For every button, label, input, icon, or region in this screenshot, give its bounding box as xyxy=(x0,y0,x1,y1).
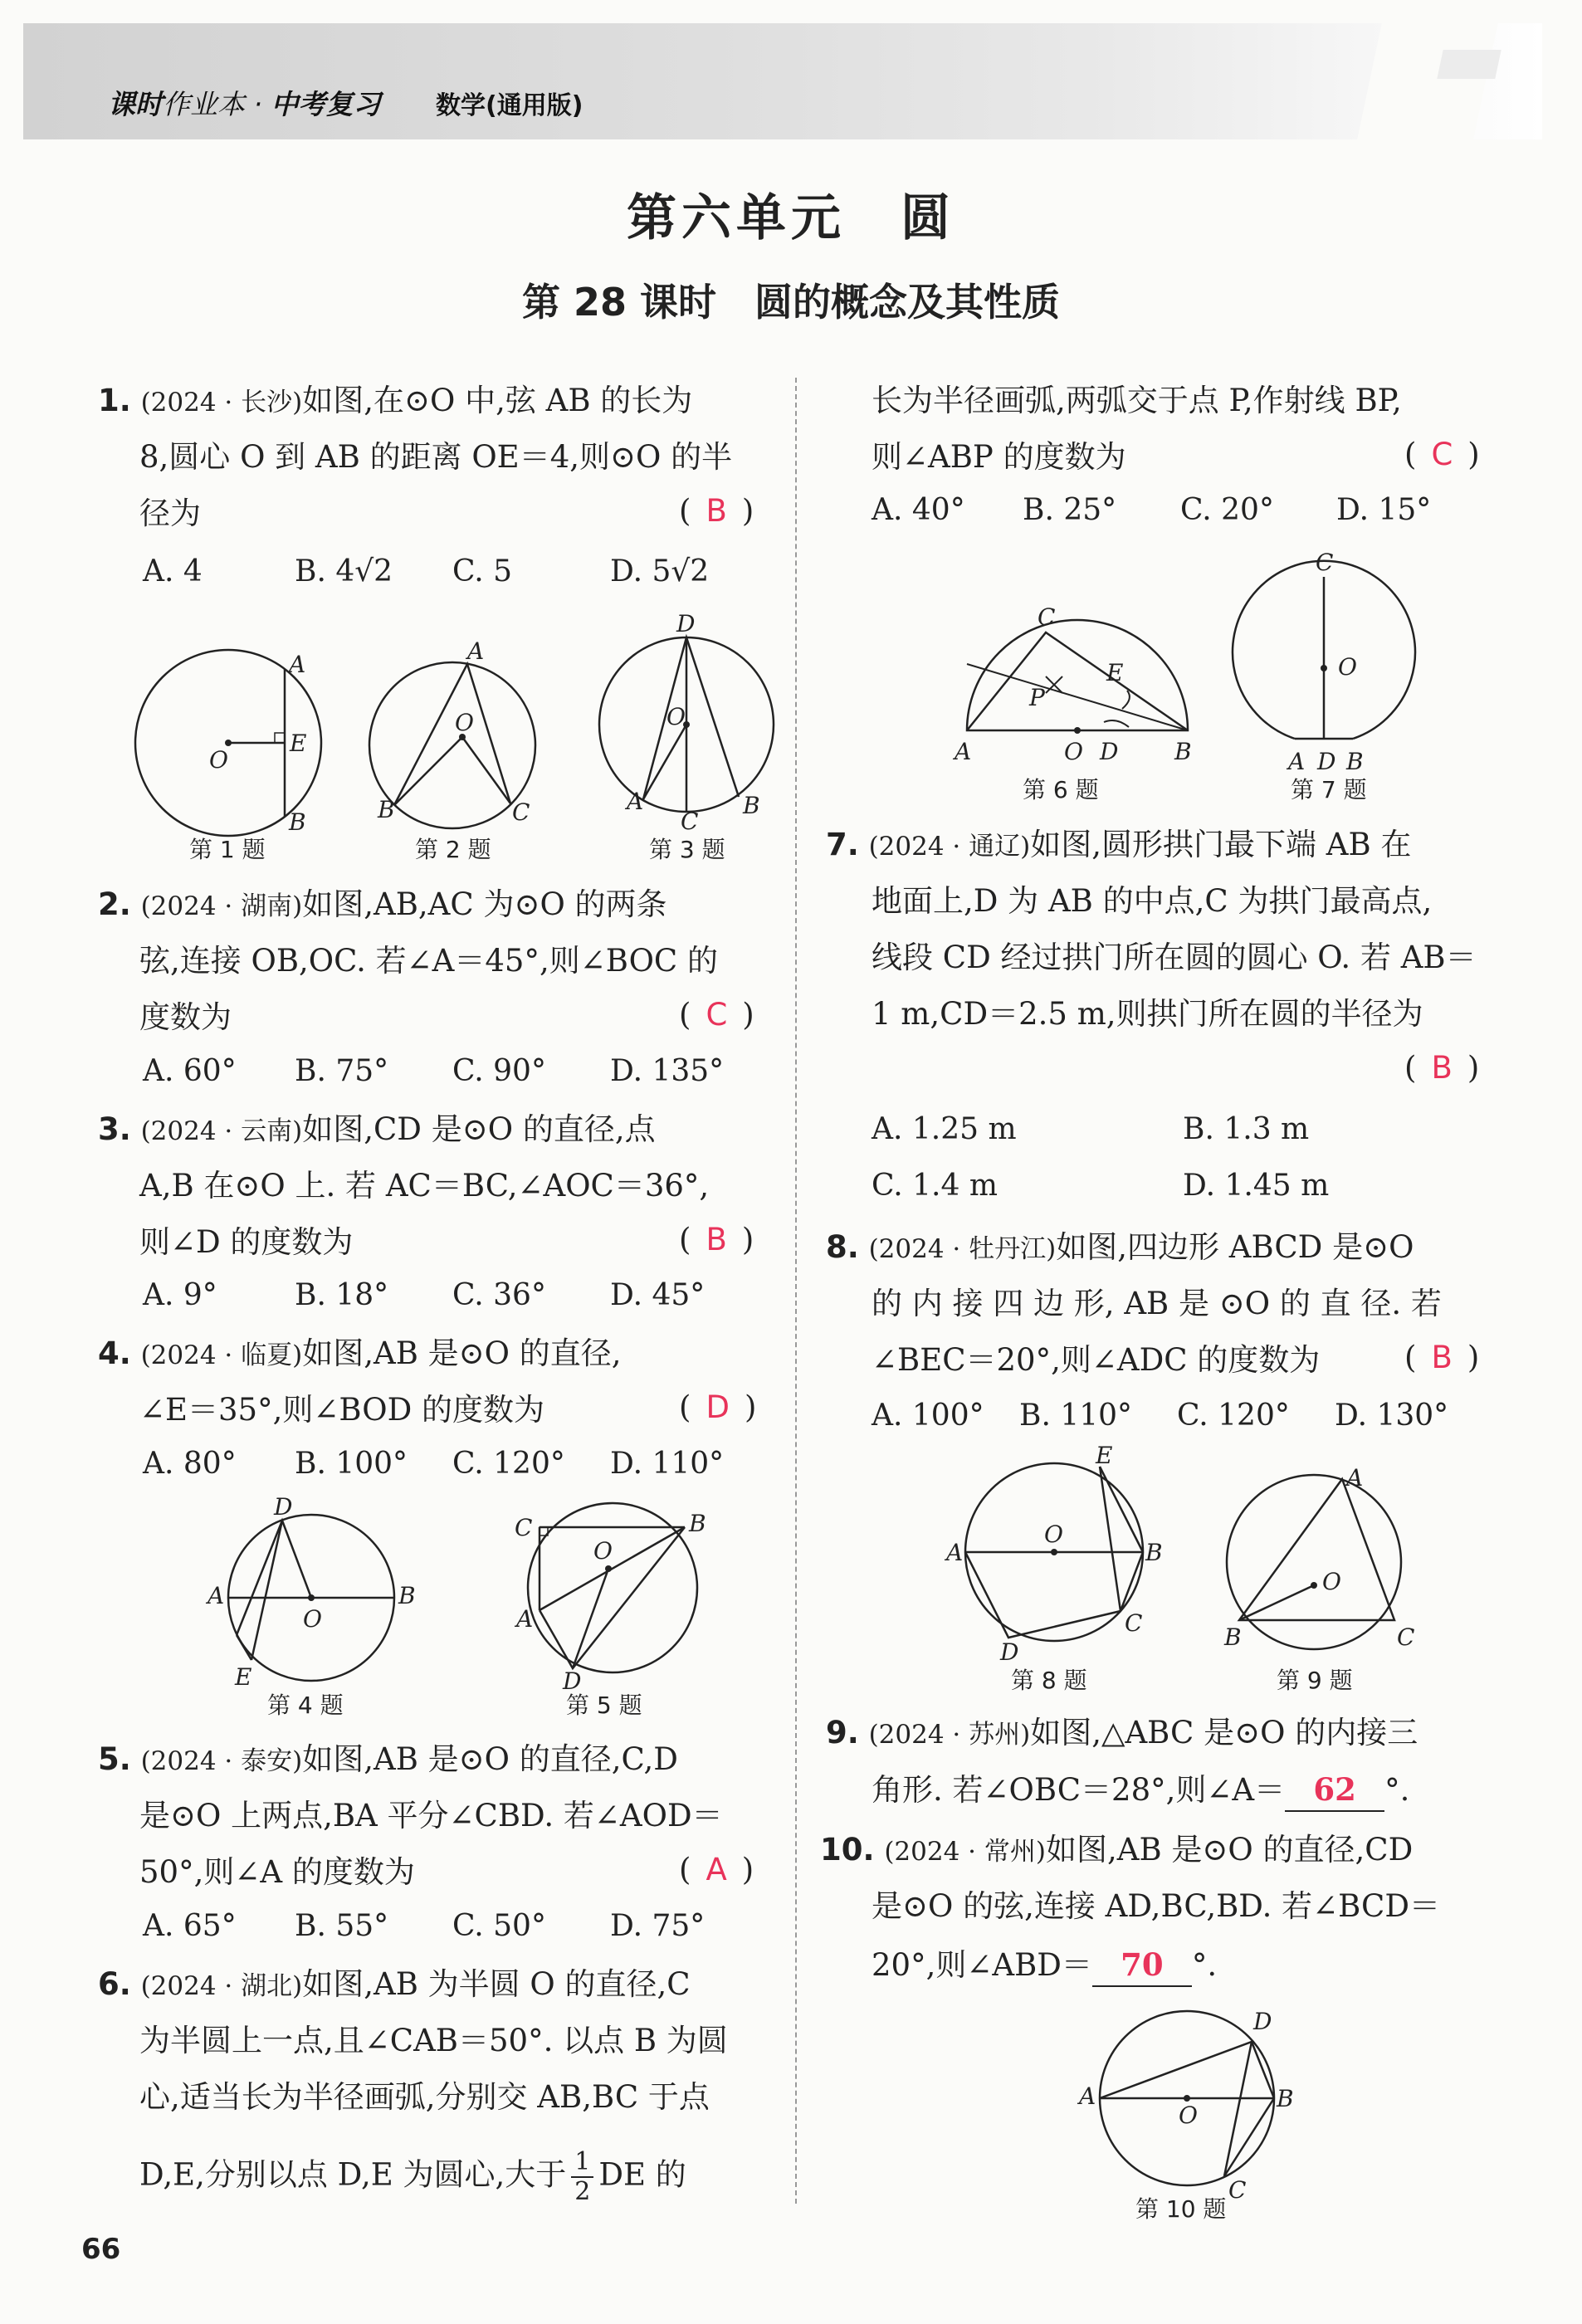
answer-value: B xyxy=(1431,1050,1453,1086)
question-source: (2024 · 云南) xyxy=(140,1116,303,1146)
q7-option-c: C. 1.4 m xyxy=(872,1169,998,1203)
answer-value: C xyxy=(706,997,728,1033)
fig4-label-e: E xyxy=(235,1663,252,1691)
fig2-label-a: A xyxy=(467,637,485,665)
question-7-line-4: 1 m,CD＝2.5 m,则拱门所在圆的半径为 xyxy=(872,996,1423,1032)
figure-5-caption: 第 5 题 xyxy=(566,1692,642,1719)
question-6-line-2: 为半圆上一点,且∠CAB＝50°. 以点 B 为圆 xyxy=(139,2023,728,2058)
fig6-label-o: O xyxy=(1064,738,1083,765)
question-8-line-2: 的 内 接 四 边 形, AB 是 ⊙O 的 直 径. 若 xyxy=(872,1286,1442,1321)
header-decoration xyxy=(1357,23,1498,139)
figure-3 xyxy=(593,610,793,834)
figure-2-caption: 第 2 题 xyxy=(415,836,491,863)
q2-option-c: C. 90° xyxy=(452,1054,546,1088)
question-text: 如图,在⊙O 中,弦 AB 的长为 xyxy=(302,383,693,418)
fig1-label-b: B xyxy=(289,808,306,836)
question-number: 1. xyxy=(98,383,131,418)
q6-option-b: B. 25° xyxy=(1023,493,1117,527)
question-text: 如图,AB 是⊙O 的直径,CD xyxy=(1045,1832,1414,1868)
question-source: (2024 · 湖北) xyxy=(140,1971,303,2001)
fig2-label-o: O xyxy=(455,709,474,736)
fig9-label-a: A xyxy=(1346,1464,1364,1492)
lesson-title: 第 28 课时 圆的概念及其性质 xyxy=(521,280,1061,325)
fig3-label-a: A xyxy=(627,788,644,815)
figure-3-caption: 第 3 题 xyxy=(649,836,725,863)
book-series-title xyxy=(108,83,380,122)
fig8-label-d: D xyxy=(1000,1638,1019,1666)
answer-value: B xyxy=(1431,1340,1453,1375)
question-9-line-2 xyxy=(872,1769,1409,1812)
question-source: (2024 · 通辽) xyxy=(868,832,1031,862)
question-9-answer: 62 xyxy=(1285,1769,1384,1812)
fig7-label-b: B xyxy=(1346,748,1364,775)
fig2-label-c: C xyxy=(512,798,530,826)
q3-option-c: C. 36° xyxy=(452,1278,546,1312)
fig4-label-a: A xyxy=(208,1582,225,1609)
question-source: (2024 · 牡丹江) xyxy=(868,1234,1057,1264)
q7-option-d: D. 1.45 m xyxy=(1183,1169,1330,1203)
question-3-line-1 xyxy=(98,1109,656,1152)
question-5-answer: ( A ) xyxy=(679,1852,754,1887)
q6-option-a: A. 40° xyxy=(872,493,965,527)
question-6-line-6: 则∠ABP 的度数为 xyxy=(872,439,1126,475)
fraction xyxy=(571,2148,593,2206)
figure-9-caption: 第 9 题 xyxy=(1277,1667,1353,1694)
fig4-label-b: B xyxy=(398,1582,416,1609)
question-5-line-2: 是⊙O 上两点,BA 平分∠CBD. 若∠AOD＝ xyxy=(139,1798,723,1833)
q2-option-a: A. 60° xyxy=(143,1054,237,1088)
question-2-answer: ( C ) xyxy=(679,997,754,1033)
fig10-label-d: D xyxy=(1253,2008,1272,2035)
fig7-label-c: C xyxy=(1316,549,1334,576)
fig1-label-a: A xyxy=(289,651,306,678)
q3-option-a: A. 9° xyxy=(143,1278,217,1312)
figure-6-caption: 第 6 题 xyxy=(1023,776,1099,803)
q7-option-a: A. 1.25 m xyxy=(872,1112,1017,1146)
question-10-line-1 xyxy=(820,1829,1413,1872)
answer-value: B xyxy=(706,493,727,529)
q1-option-d: D. 5√2 xyxy=(610,554,710,588)
question-8-answer: ( B ) xyxy=(1404,1340,1480,1375)
question-6-line-1 xyxy=(98,1964,691,2007)
question-5-line-1 xyxy=(98,1739,678,1782)
answer-value: A xyxy=(706,1852,727,1887)
fig5-label-o: O xyxy=(593,1537,613,1565)
question-number: 2. xyxy=(98,886,131,922)
question-text: °. xyxy=(1191,1947,1218,1983)
question-7-line-3: 线段 CD 经过拱门所在圆的圆心 O. 若 AB＝ xyxy=(872,940,1477,975)
question-source: (2024 · 常州) xyxy=(884,1837,1046,1867)
question-7-answer: ( B ) xyxy=(1404,1050,1480,1086)
fig6-label-d: D xyxy=(1100,738,1119,765)
question-4-line-1 xyxy=(98,1333,622,1376)
fraction-numerator: 1 xyxy=(571,2148,593,2178)
question-10-line-2: 是⊙O 的弦,连接 AD,BC,BD. 若∠BCD＝ xyxy=(872,1888,1440,1924)
question-text: 如图,△ABC 是⊙O 的内接三 xyxy=(1030,1715,1418,1750)
q6-option-d: D. 15° xyxy=(1336,493,1432,527)
q3-option-d: D. 45° xyxy=(610,1278,706,1312)
question-2-line-2: 弦,连接 OB,OC. 若∠A＝45°,则∠BOC 的 xyxy=(139,943,719,979)
fig3-label-c: C xyxy=(681,808,699,835)
figure-10-caption: 第 10 题 xyxy=(1135,2195,1227,2223)
q5-option-b: B. 55° xyxy=(295,1909,389,1943)
series-review: 中考复习 xyxy=(271,88,381,120)
figure-8 xyxy=(946,1442,1170,1666)
fig5-label-a: A xyxy=(516,1605,534,1633)
question-number: 5. xyxy=(98,1741,131,1777)
question-1-line-3: 径为 xyxy=(139,496,201,531)
question-number: 3. xyxy=(98,1111,131,1147)
figure-7-caption: 第 7 题 xyxy=(1291,776,1367,803)
unit-title: 第六单元 圆 xyxy=(627,189,955,247)
question-2-line-1 xyxy=(98,884,667,927)
question-7-line-1 xyxy=(826,824,1411,867)
column-divider xyxy=(795,378,797,2204)
question-text: 如图,AB 为半圆 O 的直径,C xyxy=(302,1966,691,2002)
q7-option-b: B. 1.3 m xyxy=(1183,1112,1310,1146)
figure-10 xyxy=(1079,2000,1303,2204)
fig6-label-b: B xyxy=(1174,738,1192,765)
fig9-label-o: O xyxy=(1322,1568,1341,1595)
q1-option-c: C. 5 xyxy=(452,554,513,588)
q5-option-d: D. 75° xyxy=(610,1909,706,1943)
question-text: 20°,则∠ABD＝ xyxy=(872,1947,1092,1983)
q5-option-c: C. 50° xyxy=(452,1909,546,1943)
fig8-label-o: O xyxy=(1044,1521,1063,1548)
question-3-line-2: A,B 在⊙O 上. 若 AC＝BC,∠AOC＝36°, xyxy=(139,1168,710,1204)
q8-option-b: B. 110° xyxy=(1019,1399,1133,1433)
question-10-line-3 xyxy=(872,1944,1217,1987)
figure-2 xyxy=(361,639,544,838)
fig6-label-e: E xyxy=(1106,659,1124,686)
question-8-line-1 xyxy=(826,1227,1414,1270)
fraction-denominator: 2 xyxy=(574,2177,591,2206)
figure-7 xyxy=(1237,549,1428,776)
fig8-label-e: E xyxy=(1096,1442,1113,1469)
answer-value: D xyxy=(706,1389,730,1425)
header-decoration-small xyxy=(1437,50,1501,79)
question-7-line-2: 地面上,D 为 AB 的中点,C 为拱门最高点, xyxy=(872,883,1433,919)
question-source: (2024 · 长沙) xyxy=(140,388,303,417)
q3-option-b: B. 18° xyxy=(295,1278,389,1312)
subject-label: 数学(通用版) xyxy=(436,91,583,120)
fig9-label-c: C xyxy=(1397,1623,1415,1651)
q8-option-d: D. 130° xyxy=(1335,1399,1449,1433)
q6-option-c: C. 20° xyxy=(1180,493,1274,527)
question-text: 如图,AB 是⊙O 的直径, xyxy=(302,1335,622,1371)
fig4-label-o: O xyxy=(303,1605,322,1633)
question-2-line-3: 度数为 xyxy=(139,999,232,1035)
fig8-label-a: A xyxy=(946,1539,964,1566)
question-text: 如图,四边形 ABCD 是⊙O xyxy=(1056,1229,1414,1265)
fig2-label-b: B xyxy=(378,796,395,823)
question-4-answer: ( D ) xyxy=(679,1389,757,1425)
question-text: 如图,AB,AC 为⊙O 的两条 xyxy=(302,886,667,922)
question-number: 4. xyxy=(98,1335,131,1371)
series-rest: 作业本 · xyxy=(163,88,271,120)
question-6-line-5: 长为半径画弧,两弧交于点 P,作射线 BP, xyxy=(872,383,1402,418)
fig6-label-c: C xyxy=(1038,603,1056,631)
question-text: D,E,分别以点 D,E 为圆心,大于 xyxy=(139,2156,567,2193)
fig3-label-o: O xyxy=(666,703,686,730)
fig10-label-c: C xyxy=(1228,2176,1247,2204)
page-number: 66 xyxy=(81,2233,121,2266)
header-band xyxy=(23,23,1542,139)
fig4-label-d: D xyxy=(274,1493,293,1521)
fig7-label-o: O xyxy=(1338,653,1357,681)
q4-option-d: D. 110° xyxy=(610,1447,725,1481)
question-4-line-2: ∠E＝35°,则∠BOD 的度数为 xyxy=(139,1392,544,1428)
figure-5 xyxy=(506,1502,722,1693)
fig7-label-a: A xyxy=(1288,748,1306,775)
q8-option-c: C. 120° xyxy=(1177,1399,1290,1433)
fig3-label-d: D xyxy=(676,610,696,637)
fig1-label-e: E xyxy=(290,730,307,757)
figure-6 xyxy=(955,598,1195,764)
fig5-label-d: D xyxy=(563,1667,582,1695)
question-6-line-4 xyxy=(139,2148,686,2206)
fig8-label-c: C xyxy=(1125,1609,1143,1637)
question-text: 如图,圆形拱门最下端 AB 在 xyxy=(1030,827,1412,862)
question-6-line-3: 心,适当长为半径画弧,分别交 AB,BC 于点 xyxy=(139,2079,710,2115)
series-bold: 课时 xyxy=(108,88,163,120)
question-3-line-3: 则∠D 的度数为 xyxy=(139,1224,354,1260)
fig6-label-p: P xyxy=(1029,684,1045,711)
figure-4-caption: 第 4 题 xyxy=(267,1692,344,1719)
fig10-label-a: A xyxy=(1079,2082,1096,2110)
figure-8-caption: 第 8 题 xyxy=(1011,1667,1087,1694)
question-text: °. xyxy=(1384,1772,1410,1808)
question-number: 7. xyxy=(826,827,859,862)
question-source: (2024 · 泰安) xyxy=(140,1746,303,1776)
question-text: 如图,CD 是⊙O 的直径,点 xyxy=(302,1111,656,1147)
question-source: (2024 · 临夏) xyxy=(140,1340,303,1370)
q2-option-b: B. 75° xyxy=(295,1054,389,1088)
answer-value: C xyxy=(1431,437,1453,472)
question-text: 角形. 若∠OBC＝28°,则∠A＝ xyxy=(872,1772,1286,1808)
question-text: DE 的 xyxy=(598,2156,686,2193)
question-6-answer: ( C ) xyxy=(1404,437,1480,472)
question-number: 10. xyxy=(820,1832,875,1868)
question-source: (2024 · 湖南) xyxy=(140,891,303,921)
question-text: 如图,AB 是⊙O 的直径,C,D xyxy=(302,1741,678,1777)
q4-option-a: A. 80° xyxy=(143,1447,237,1481)
question-1-line-2: 8,圆心 O 到 AB 的距离 OE＝4,则⊙O 的半 xyxy=(139,439,733,475)
fig9-label-b: B xyxy=(1224,1623,1242,1651)
question-9-line-1 xyxy=(826,1712,1418,1755)
fig8-label-b: B xyxy=(1145,1539,1163,1566)
figure-1 xyxy=(133,647,324,838)
question-10-answer: 70 xyxy=(1092,1944,1192,1987)
q4-option-c: C. 120° xyxy=(452,1447,565,1481)
q4-option-b: B. 100° xyxy=(295,1447,408,1481)
q1-option-a: A. 4 xyxy=(143,554,203,588)
q2-option-d: D. 135° xyxy=(610,1054,725,1088)
figure-9 xyxy=(1216,1464,1415,1652)
fig6-label-a: A xyxy=(955,738,972,765)
question-8-line-3: ∠BEC＝20°,则∠ADC 的度数为 xyxy=(872,1342,1321,1378)
question-number: 9. xyxy=(826,1715,859,1750)
figure-1-caption: 第 1 题 xyxy=(189,836,266,863)
question-source: (2024 · 苏州) xyxy=(868,1720,1031,1750)
fig10-label-o: O xyxy=(1179,2102,1198,2129)
question-number: 6. xyxy=(98,1966,131,2002)
figure-4 xyxy=(203,1494,427,1693)
question-1-line-1 xyxy=(98,380,692,423)
question-5-line-3: 50°,则∠A 的度数为 xyxy=(139,1854,415,1890)
question-1-answer: ( B ) xyxy=(679,493,754,529)
question-3-answer: ( B ) xyxy=(679,1222,754,1257)
fig7-label-d: D xyxy=(1317,748,1336,775)
q1-option-b: B. 4√2 xyxy=(295,554,393,588)
fig1-label-o: O xyxy=(209,746,228,774)
q8-option-a: A. 100° xyxy=(872,1399,984,1433)
answer-value: B xyxy=(706,1222,727,1257)
q5-option-a: A. 65° xyxy=(143,1909,237,1943)
fig5-label-c: C xyxy=(515,1514,533,1541)
fig3-label-b: B xyxy=(743,792,760,819)
question-number: 8. xyxy=(826,1229,859,1265)
fig10-label-b: B xyxy=(1277,2085,1294,2112)
fig5-label-b: B xyxy=(689,1510,706,1537)
